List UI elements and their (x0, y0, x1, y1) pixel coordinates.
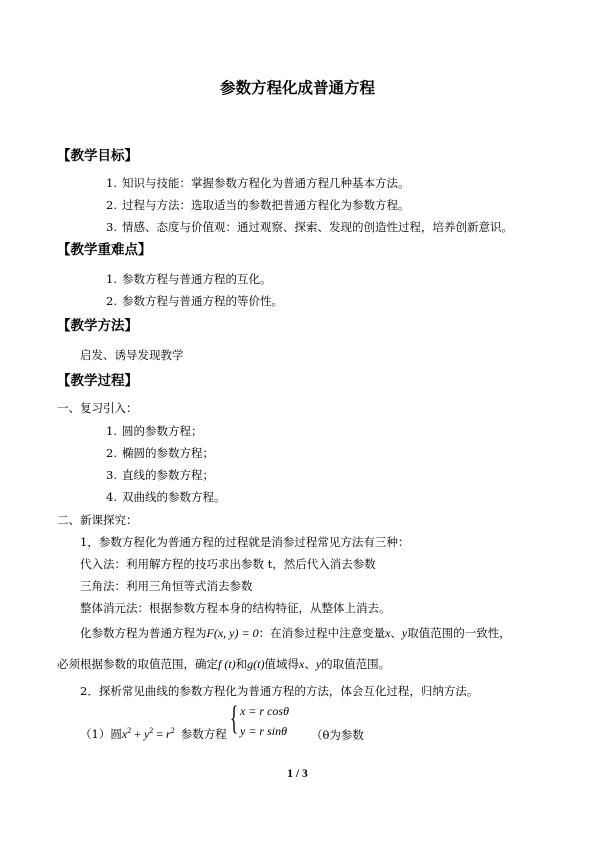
variable-x: x (299, 657, 305, 671)
text-run: ：在消参过程中注意变量 (258, 626, 386, 640)
paragraph-with-formula (80, 727, 227, 741)
page-number: 1 / 3 (287, 768, 308, 780)
text-run: 和 (235, 657, 248, 671)
list-text: 双曲线的参数方程。 (122, 490, 226, 504)
text-run: 化参数方程为普通方程为 (80, 626, 207, 640)
text-run: 、 (390, 626, 402, 640)
text-run: 值域得 (264, 657, 299, 671)
list-number: 1. (106, 176, 117, 190)
page-title: 参数方程化成普通方程 (219, 79, 375, 97)
text-run: 取值范围的一致性， (407, 626, 511, 640)
part-label-new-lesson: 二、新课探究： (57, 513, 138, 527)
list-text: 直线的参数方程； (122, 468, 214, 482)
variable-x: x (385, 626, 391, 640)
text-run: （1）圆 (80, 727, 122, 741)
list-number: 3. (106, 468, 117, 482)
paragraph-with-formula (80, 626, 511, 640)
part-label-review: 一、复习引入： (57, 401, 138, 415)
list-text: 参数方程与普通方程的等价性。 (122, 294, 283, 308)
list-text: 圆的参数方程； (122, 424, 203, 438)
section-heading-objectives: 【教学目标】 (57, 148, 138, 164)
paragraph-with-formula (57, 657, 390, 671)
list-item (106, 220, 513, 234)
list-item (106, 490, 226, 504)
parameter-note: （θ为参数 (311, 728, 364, 742)
list-text: 椭圆的参数方程； (122, 446, 214, 460)
list-number: 4. (106, 490, 117, 504)
list-text: 过程与方法：选取适当的参数把普通方程化为参数方程。 (122, 198, 410, 212)
formula-f-t: f (t) (218, 657, 236, 671)
section-heading-process: 【教学过程】 (57, 373, 138, 389)
text-run: 参数方程 (180, 727, 227, 741)
list-number: 1. (106, 272, 117, 286)
variable-y: y (401, 626, 408, 640)
list-item (106, 468, 214, 482)
list-text: 知识与技能：掌握参数方程化为普通方程几种基本方法。 (122, 176, 410, 190)
list-text: 参数方程与普通方程的互化。 (122, 272, 272, 286)
formula-circle-equation: $x^2 + y^2 = r^2$ (121, 726, 175, 741)
paragraph: 三角法：利用三角恒等式消去参数 (80, 579, 253, 593)
text-run: 、 (304, 657, 316, 671)
list-number: 1. (106, 424, 117, 438)
methods-text: 启发、诱导发现教学 (80, 348, 184, 362)
section-heading-key-points: 【教学重难点】 (57, 242, 152, 258)
list-item (106, 294, 283, 308)
list-number: 2. (106, 198, 117, 212)
parametric-eq-x: x = r cosθ (240, 704, 289, 718)
list-item (106, 176, 410, 190)
list-item (106, 446, 214, 460)
list-item (106, 424, 203, 438)
list-item (106, 272, 272, 286)
paragraph: 1，参数方程化为普通方程的过程就是消参过程常见方法有三种： (80, 535, 410, 549)
list-number: 2. (106, 294, 117, 308)
text-run: 必须根据参数的取值范围，确定 (57, 657, 218, 671)
left-brace: { (230, 700, 239, 737)
formula-F-xy: F(x, y) = 0 (206, 626, 259, 640)
parametric-eq-y: y = r sinθ (240, 724, 287, 738)
list-text: 情感、态度与价值观：通过观察、探索、发现的创造性过程，培养创新意识。 (122, 220, 513, 234)
text-run: 的取值范围。 (321, 657, 391, 671)
variable-y: y (315, 657, 322, 671)
paragraph: 代入法：利用解方程的技巧求出参数 t，然后代入消去参数 (80, 557, 376, 571)
paragraph: 整体消元法：根据参数方程本身的结构特征，从整体上消去。 (80, 601, 391, 615)
formula-g-t: g(t) (247, 657, 265, 671)
list-number: 3. (106, 220, 117, 234)
paragraph: 2．探析常见曲线的参数方程化为普通方程的方法，体会互化过程，归纳方法。 (80, 684, 479, 698)
list-number: 2. (106, 446, 117, 460)
list-item (106, 198, 410, 212)
section-heading-methods: 【教学方法】 (57, 318, 138, 334)
